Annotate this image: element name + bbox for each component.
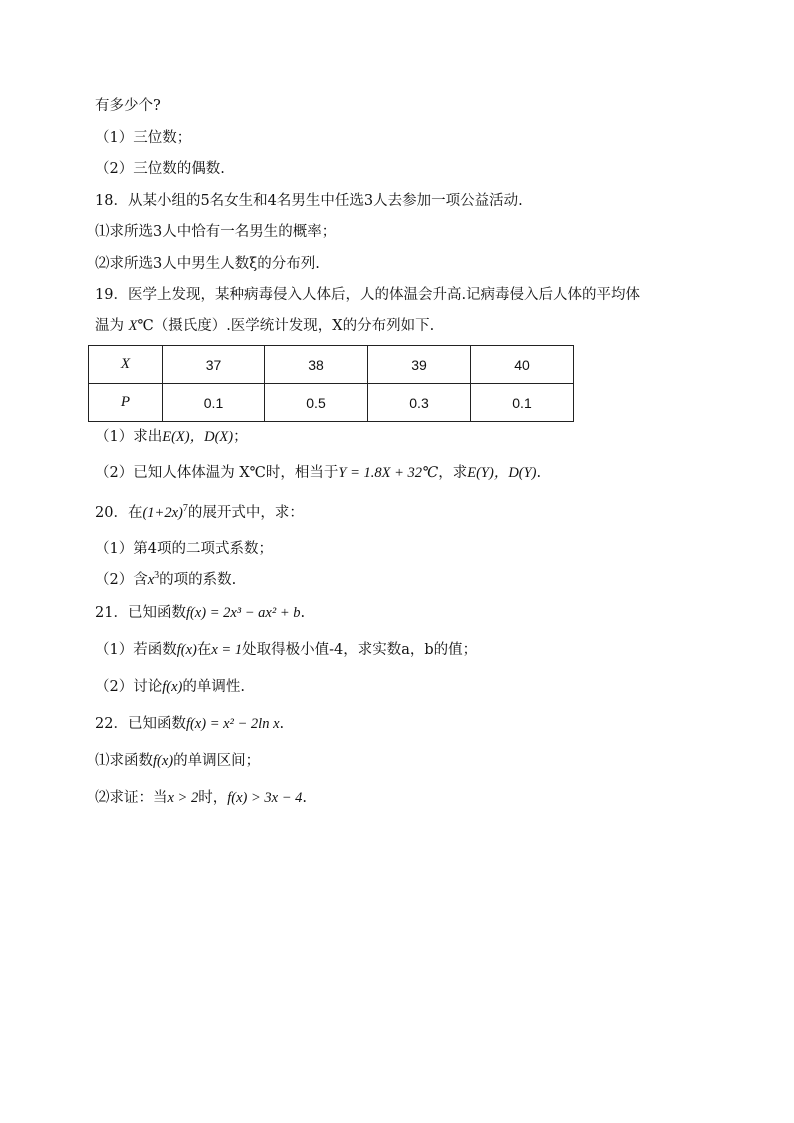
q20-part2-exponent: 3 bbox=[154, 570, 160, 581]
q17-continuation: 有多少个? bbox=[95, 98, 161, 114]
q19-stem-line2-post: ℃（摄氏度）.医学统计发现，X的分布列如下. bbox=[137, 318, 435, 334]
q20-binomial: (1+2x) bbox=[142, 505, 183, 521]
q22-stem bbox=[95, 714, 284, 734]
table-cell-x-1: 37 bbox=[163, 346, 265, 384]
q22-stem-pre: 22．已知函数 bbox=[95, 716, 186, 732]
q19-stem-line2 bbox=[95, 316, 434, 336]
q22-part2-condition: x > 2 bbox=[167, 790, 199, 806]
q19-stem-line2-pre: 温为 bbox=[95, 318, 129, 334]
table-row-p bbox=[89, 384, 574, 422]
q19-part2-mid: ，求 bbox=[438, 465, 468, 481]
q22-part2-mid: 时， bbox=[198, 790, 228, 806]
q19-part1-post: ； bbox=[233, 429, 248, 445]
q21-part1-x-eq: x = 1 bbox=[211, 642, 243, 658]
q20-stem-pre: 20．在 bbox=[95, 505, 143, 521]
q19-part2-formula: Y = 1.8X + 32℃ bbox=[338, 465, 439, 481]
distribution-table bbox=[88, 345, 574, 422]
q20-part1: （1）第4项的二项式系数； bbox=[95, 541, 273, 557]
q20-exponent: 7 bbox=[182, 503, 188, 514]
q20-part2-pre: （2）含 bbox=[95, 572, 148, 588]
q22-part1-fx: f(x) bbox=[153, 753, 174, 769]
q19-part2-pre: （2）已知人体体温为 X℃时，相当于 bbox=[95, 465, 339, 481]
table-header-x: X bbox=[89, 346, 163, 384]
q22-function: f(x) = x² − 2ln x bbox=[185, 716, 280, 732]
q22-part2 bbox=[95, 788, 307, 808]
q22-part2-pre: ⑵求证：当 bbox=[95, 790, 168, 806]
q21-part1 bbox=[95, 640, 477, 660]
q20-part2-post: 的项的系数. bbox=[159, 572, 237, 588]
q21-part2-pre: （2）讨论 bbox=[95, 679, 163, 695]
q22-part2-inequality: f(x) > 3x − 4 bbox=[227, 790, 303, 806]
table-cell-p-1: 0.1 bbox=[163, 384, 265, 422]
q22-part1-post: 的单调区间； bbox=[173, 753, 261, 769]
table-header-p: P bbox=[89, 384, 163, 422]
q21-part1-fx: f(x) bbox=[176, 642, 197, 658]
q17-part2: （2）三位数的偶数. bbox=[95, 161, 225, 177]
q22-part1-pre: ⑴求函数 bbox=[95, 753, 153, 769]
q19-part1-pre: （1）求出 bbox=[95, 429, 163, 445]
table-cell-p-3: 0.3 bbox=[368, 384, 471, 422]
q21-part1-mid: 在 bbox=[196, 642, 212, 658]
q19-stem-line1: 19．医学上发现，某种病毒侵入人体后，人的体温会升高.记病毒侵入后人体的平均体 bbox=[95, 287, 641, 303]
q19-part2 bbox=[95, 463, 541, 483]
q20-stem bbox=[95, 503, 304, 523]
table-cell-x-3: 39 bbox=[368, 346, 471, 384]
q19-part2-post: . bbox=[536, 465, 542, 481]
q22-part1 bbox=[95, 751, 260, 771]
table-row-x bbox=[89, 346, 574, 384]
q21-part1-pre: （1）若函数 bbox=[95, 642, 177, 658]
q21-stem-pre: 21．已知函数 bbox=[95, 605, 186, 621]
q19-variable-x: X bbox=[128, 318, 138, 334]
q20-stem-post: 的展开式中，求： bbox=[187, 505, 304, 521]
q19-part2-formula2: E(Y)，D(Y) bbox=[467, 465, 537, 481]
q18-part1: ⑴求所选3人中恰有一名男生的概率； bbox=[95, 224, 337, 240]
table-cell-x-4: 40 bbox=[471, 346, 574, 384]
q21-function: f(x) = 2x³ − ax² + b bbox=[185, 605, 301, 621]
q21-stem bbox=[95, 603, 305, 623]
table-cell-p-4: 0.1 bbox=[471, 384, 574, 422]
q21-stem-post: . bbox=[300, 605, 306, 621]
q20-part2-var: x bbox=[147, 572, 155, 588]
q21-part2-post: 的单调性. bbox=[182, 679, 245, 695]
q17-part1: （1）三位数； bbox=[95, 130, 192, 146]
table-cell-p-2: 0.5 bbox=[265, 384, 368, 422]
q22-part2-post: . bbox=[302, 790, 307, 806]
q19-part1-formula: E(X)，D(X) bbox=[162, 429, 234, 445]
q21-part2 bbox=[95, 677, 245, 697]
q21-part2-fx: f(x) bbox=[162, 679, 183, 695]
q21-part1-post: 处取得极小值-4，求实数a，b的值； bbox=[242, 642, 478, 658]
q20-part2 bbox=[95, 570, 236, 590]
table-cell-x-2: 38 bbox=[265, 346, 368, 384]
q18-part2: ⑵求所选3人中男生人数ξ的分布列. bbox=[95, 256, 320, 272]
q22-stem-post: . bbox=[279, 716, 285, 732]
q18-stem: 18．从某小组的5名女生和4名男生中任选3人去参加一项公益活动. bbox=[95, 193, 523, 209]
q19-part1 bbox=[95, 427, 248, 447]
